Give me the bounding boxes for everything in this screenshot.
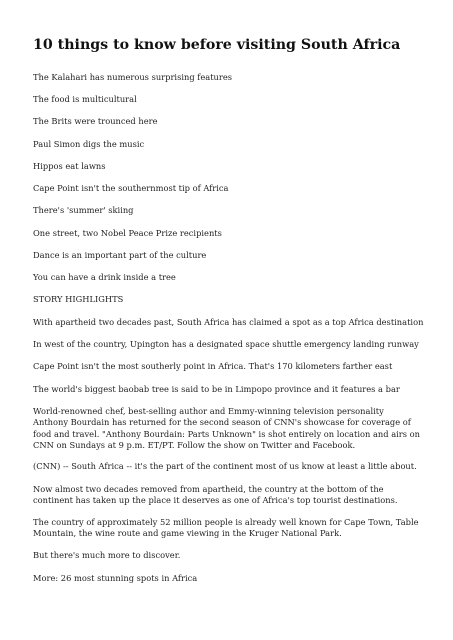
- thing-item: The food is multicultural: [33, 94, 137, 104]
- thing-item: The Brits were trounced here: [33, 116, 158, 126]
- story-highlights-heading: STORY HIGHLIGHTS: [33, 294, 124, 304]
- thing-item: Hippos eat lawns: [33, 161, 106, 171]
- body-paragraph: The country of approximately 52 million people is already well known for Cape Town, Table Mountain, the wine route and game viewing in the Kruger National Park.: [33, 517, 419, 539]
- highlight-item: Cape Point isn't the most southerly point in Africa. That's 170 kilometers farther east: [33, 361, 393, 371]
- thing-item: Cape Point isn't the southernmost tip of Africa: [33, 183, 229, 193]
- more-link-text: More: 26 most stunning spots in Africa: [33, 573, 198, 583]
- highlight-item: The world's biggest baobab tree is said to be in Limpopo province and it features a bar: [33, 384, 400, 394]
- thing-item: One street, two Nobel Peace Prize recipients: [33, 228, 222, 238]
- body-paragraph: Now almost two decades removed from apartheid, the country at the bottom of the continent has taken up the place it deserves as one of Africa's top tourist destinations.: [33, 484, 398, 506]
- highlight-item: In west of the country, Upington has a designated space shuttle emergency landing runway: [33, 339, 419, 349]
- thing-item: Dance is an important part of the culture: [33, 250, 207, 260]
- page-title: 10 things to know before visiting South Africa: [33, 37, 401, 53]
- thing-item: Paul Simon digs the music: [33, 139, 145, 149]
- highlight-item: With apartheid two decades past, South Africa has claimed a spot as a top Africa destination: [33, 317, 424, 327]
- thing-item: The Kalahari has numerous surprising features: [33, 72, 233, 82]
- thing-item: There's 'summer' skiing: [33, 205, 134, 215]
- body-paragraph: But there's much more to discover.: [33, 550, 181, 560]
- body-paragraph: (CNN) -- South Africa -- it's the part of the continent most of us know at least a little about.: [33, 461, 417, 471]
- body-paragraph: World-renowned chef, best-selling author and Emmy-winning television personality Anthony Bourdain has returned for the second season of CNN's showcase for coverage of food and travel. "Anthony Bourdain: Parts Unknown" is shot entirely on location and airs on CNN on Sundays at 9 p.m. ET/PT. Follow the show on Twitter and Facebook.: [33, 406, 420, 451]
- thing-item: You can have a drink inside a tree: [33, 272, 176, 282]
